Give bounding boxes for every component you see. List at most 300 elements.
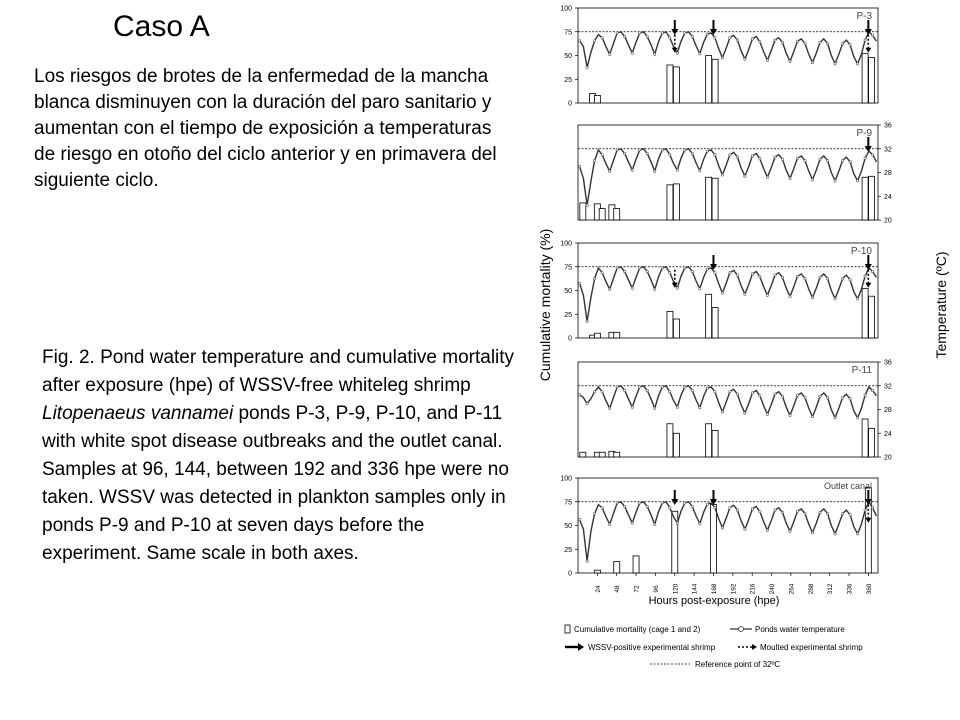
y-tick-label: 50 xyxy=(564,53,572,60)
temperature-point xyxy=(744,293,746,295)
temperature-point xyxy=(819,276,821,278)
temperature-point xyxy=(856,298,858,300)
temperature-point xyxy=(691,152,693,154)
temperature-point xyxy=(796,394,798,396)
temperature-point xyxy=(804,159,806,161)
legend xyxy=(565,625,863,669)
mortality-bar xyxy=(667,311,673,338)
temperature-point xyxy=(804,396,806,398)
temperature-point xyxy=(691,270,693,272)
temperature-point xyxy=(699,53,701,55)
temperature-point xyxy=(744,528,746,530)
temperature-point xyxy=(706,387,708,389)
temperature-point xyxy=(789,177,791,179)
mortality-bar xyxy=(862,419,868,457)
temperature-point xyxy=(654,53,656,55)
temperature-point xyxy=(736,274,738,276)
caption-species-name: Litopenaeus vannamei xyxy=(42,403,234,424)
temperature-point xyxy=(593,391,595,393)
mortality-bar xyxy=(667,185,673,220)
temperature-point xyxy=(646,152,648,154)
temperature-point xyxy=(676,406,678,408)
temperature-point xyxy=(766,59,768,61)
y-tick-label: 50 xyxy=(564,523,572,530)
temperature-point xyxy=(871,270,873,272)
temperature-point xyxy=(759,395,761,397)
temperature-point xyxy=(593,159,595,161)
y2-tick-label: 32 xyxy=(884,383,892,391)
temperature-point xyxy=(864,275,866,277)
mortality-bar xyxy=(712,430,718,457)
x-tick-label: 168 xyxy=(710,583,718,595)
temperature-point xyxy=(669,272,671,274)
temperature-point xyxy=(699,407,701,409)
mortality-bar xyxy=(673,319,679,338)
temperature-point xyxy=(601,37,603,39)
temperature-point xyxy=(849,44,851,46)
y-tick-label: 100 xyxy=(560,5,572,13)
y2-tick-label: 24 xyxy=(884,430,892,438)
temperature-point xyxy=(609,170,611,172)
caption-text-end: ponds P-3, P-9, P-10, and P-11 with white spot disease outbreaks and the outlet canal. Samples at 96, 144, between 192 and 336 hpe were no taken. WSSV was detected in plankton samples only in ponds P-9 and P-10 at seven days before the experiment. Same scale in both axes. xyxy=(42,403,509,564)
mortality-bar xyxy=(580,203,586,220)
mortality-bar xyxy=(712,59,718,103)
mortality-bar xyxy=(862,54,868,103)
temperature-point xyxy=(639,32,641,34)
mortality-bar xyxy=(673,184,679,220)
temperature-point xyxy=(864,157,866,159)
y-tick-label: 75 xyxy=(564,264,572,272)
temperature-point xyxy=(811,531,813,533)
temperature-point xyxy=(796,157,798,159)
temperature-point xyxy=(661,32,663,34)
temperature-point xyxy=(721,292,723,294)
mortality-bar xyxy=(614,562,620,573)
temperature-point xyxy=(676,52,678,54)
legend-positive-head xyxy=(578,643,584,651)
temperature-point xyxy=(729,391,731,393)
temperature-point xyxy=(586,204,588,206)
x-tick-label: 96 xyxy=(652,585,660,593)
y-tick-label: 0 xyxy=(568,335,572,343)
temperature-point xyxy=(841,159,843,161)
temperature-point xyxy=(864,394,866,396)
y-tick-label: 50 xyxy=(564,288,572,295)
temperature-point xyxy=(819,158,821,160)
temperature-point xyxy=(684,502,686,504)
temperature-point xyxy=(766,413,768,415)
temperature-point xyxy=(849,279,851,281)
y2-tick-label: 36 xyxy=(884,122,892,130)
temperature-point xyxy=(624,270,626,272)
temperature-point xyxy=(841,277,843,279)
temperature-point xyxy=(578,394,580,396)
legend-line-marker xyxy=(739,627,744,632)
panel-4 xyxy=(560,476,878,595)
temperature-point xyxy=(601,154,603,156)
panel-label: P-9 xyxy=(856,128,872,139)
x-tick-label: 336 xyxy=(846,583,854,595)
panel-2 xyxy=(560,241,878,343)
temperature-point xyxy=(834,533,836,535)
temperature-point xyxy=(676,169,678,171)
mortality-bar xyxy=(599,452,605,457)
slide-title: Caso A xyxy=(113,10,210,43)
temperature-point xyxy=(586,402,588,404)
temperature-point xyxy=(714,391,716,393)
temperature-point xyxy=(774,156,776,158)
mortality-bar xyxy=(614,209,620,220)
mortality-bar xyxy=(862,177,868,220)
panel-1 xyxy=(578,123,892,225)
temperature-point xyxy=(729,507,731,509)
panel-label: Outlet canal xyxy=(823,481,872,491)
mortality-temperature-figure xyxy=(530,0,960,720)
temperature-point xyxy=(834,63,836,65)
temperature-point xyxy=(804,277,806,279)
temperature-point xyxy=(624,35,626,37)
panel-frame xyxy=(578,8,878,103)
temperature-point xyxy=(624,505,626,507)
temperature-point xyxy=(744,58,746,60)
mortality-bar xyxy=(862,289,868,338)
temperature-line xyxy=(580,267,877,322)
temperature-point xyxy=(736,156,738,158)
temperature-point xyxy=(691,389,693,391)
temperature-point xyxy=(661,386,663,388)
y-axis-right-label: Temperature (ºC) xyxy=(933,251,949,359)
temperature-point xyxy=(826,42,828,44)
temperature-point xyxy=(841,512,843,514)
temperature-point xyxy=(796,40,798,42)
temperature-point xyxy=(646,505,648,507)
temperature-point xyxy=(669,391,671,393)
temperature-point xyxy=(774,393,776,395)
temperature-point xyxy=(871,507,873,509)
temperature-point xyxy=(609,523,611,525)
temperature-point xyxy=(819,41,821,43)
temperature-point xyxy=(684,267,686,269)
x-tick-label: 24 xyxy=(594,585,602,593)
temperature-point xyxy=(631,52,633,54)
temperature-point xyxy=(699,288,701,290)
temperature-point xyxy=(593,277,595,279)
mortality-bar xyxy=(580,452,586,457)
temperature-point xyxy=(796,275,798,277)
temperature-point xyxy=(744,175,746,177)
legend-positive-label: WSSV-positive experimental shrimp xyxy=(588,643,716,652)
temperature-point xyxy=(819,395,821,397)
temperature-point xyxy=(759,276,761,278)
temperature-point xyxy=(691,505,693,507)
temperature-point xyxy=(601,507,603,509)
temperature-point xyxy=(774,509,776,511)
y2-tick-label: 24 xyxy=(884,193,892,201)
mortality-bar xyxy=(594,95,600,103)
mortality-bar xyxy=(706,177,712,220)
temperature-point xyxy=(751,508,753,510)
legend-moulted-head xyxy=(752,644,757,650)
y2-tick-label: 28 xyxy=(884,407,892,414)
temperature-point xyxy=(841,42,843,44)
temperature-point xyxy=(706,268,708,270)
temperature-point xyxy=(714,37,716,39)
temperature-point xyxy=(796,510,798,512)
legend-bar-swatch xyxy=(565,625,570,633)
temperature-point xyxy=(654,170,656,172)
moulted-arrow-head xyxy=(865,48,871,53)
mortality-bar xyxy=(869,57,875,103)
temperature-point xyxy=(811,178,813,180)
temperature-point xyxy=(781,276,783,278)
panel-frame xyxy=(578,362,878,457)
temperature-point xyxy=(639,502,641,504)
mortality-bar xyxy=(614,332,620,338)
mortality-bar xyxy=(673,67,679,103)
temperature-point xyxy=(676,522,678,524)
temperature-point xyxy=(684,386,686,388)
temperature-point xyxy=(706,33,708,35)
moulted-arrow-head xyxy=(865,283,871,288)
mortality-bar xyxy=(673,433,679,457)
temperature-point xyxy=(586,66,588,68)
temperature-point xyxy=(766,294,768,296)
temperature-point xyxy=(714,507,716,509)
temperature-point xyxy=(766,529,768,531)
temperature-point xyxy=(721,527,723,529)
temperature-point xyxy=(684,149,686,151)
temperature-point xyxy=(654,288,656,290)
y-tick-label: 100 xyxy=(560,240,572,248)
temperature-point xyxy=(871,154,873,156)
temperature-point xyxy=(864,39,866,41)
y-tick-label: 25 xyxy=(564,311,572,319)
panel-label: P-11 xyxy=(851,365,872,376)
temperature-point xyxy=(593,512,595,514)
temperature-point xyxy=(834,180,836,182)
mortality-bar xyxy=(667,424,673,457)
temperature-point xyxy=(826,159,828,161)
legend-line-label: Ponds water temperature xyxy=(755,625,845,634)
temperature-point xyxy=(751,38,753,40)
temperature-point xyxy=(631,406,633,408)
temperature-point xyxy=(586,320,588,322)
temperature-point xyxy=(669,37,671,39)
temperature-point xyxy=(578,518,580,520)
temperature-point xyxy=(811,296,813,298)
panel-0 xyxy=(560,6,878,108)
temperature-point xyxy=(578,40,580,42)
temperature-point xyxy=(706,503,708,505)
temperature-point xyxy=(601,272,603,274)
temperature-point xyxy=(578,282,580,284)
temperature-point xyxy=(616,267,618,269)
temperature-point xyxy=(849,398,851,400)
mortality-bar xyxy=(633,556,639,573)
temperature-point xyxy=(781,511,783,513)
legend-bar-label: Cumulative mortality (cage 1 and 2) xyxy=(574,625,701,634)
temperature-point xyxy=(849,514,851,516)
temperature-point xyxy=(871,389,873,391)
temperature-point xyxy=(811,61,813,63)
temperature-point xyxy=(804,42,806,44)
y2-tick-label: 20 xyxy=(884,454,892,462)
mortality-bar xyxy=(672,511,678,573)
temperature-point xyxy=(736,393,738,395)
mortality-bar xyxy=(710,505,716,573)
y2-tick-label: 20 xyxy=(884,217,892,225)
temperature-point xyxy=(729,154,731,156)
temperature-point xyxy=(624,152,626,154)
temperature-point xyxy=(759,41,761,43)
temperature-point xyxy=(661,502,663,504)
y-tick-label: 25 xyxy=(564,546,572,554)
temperature-point xyxy=(616,32,618,34)
temperature-point xyxy=(593,40,595,42)
temperature-point xyxy=(609,288,611,290)
mortality-bar xyxy=(869,176,875,220)
temperature-point xyxy=(744,412,746,414)
temperature-point xyxy=(609,407,611,409)
temperature-point xyxy=(789,60,791,62)
temperature-point xyxy=(774,39,776,41)
y-tick-label: 25 xyxy=(564,76,572,84)
mortality-bar xyxy=(706,294,712,338)
temperature-point xyxy=(736,39,738,41)
y-tick-label: 100 xyxy=(560,475,572,483)
x-tick-label: 288 xyxy=(807,583,815,595)
panel-frame xyxy=(578,478,878,573)
panel-frame xyxy=(578,125,878,220)
temperature-point xyxy=(789,295,791,297)
y-tick-label: 0 xyxy=(568,100,572,108)
temperature-point xyxy=(789,530,791,532)
temperature-point xyxy=(871,34,873,36)
temperature-point xyxy=(856,180,858,182)
panel-frame xyxy=(578,243,878,338)
temperature-point xyxy=(699,170,701,172)
x-tick-label: 120 xyxy=(672,583,680,595)
panel-label: P-10 xyxy=(850,246,872,257)
temperature-point xyxy=(729,272,731,274)
temperature-point xyxy=(654,523,656,525)
x-tick-label: 192 xyxy=(730,583,738,595)
x-tick-label: 312 xyxy=(827,583,835,595)
mortality-bar xyxy=(594,570,600,573)
temperature-point xyxy=(721,174,723,176)
temperature-point xyxy=(834,417,836,419)
x-tick-label: 264 xyxy=(788,583,796,595)
x-tick-label: 360 xyxy=(865,583,873,595)
temperature-point xyxy=(631,287,633,289)
temperature-point xyxy=(616,149,618,151)
legend-reference-label: Reference point of 32ºC xyxy=(695,660,781,669)
temperature-point xyxy=(586,560,588,562)
temperature-point xyxy=(834,298,836,300)
mortality-bar xyxy=(869,296,875,338)
temperature-point xyxy=(609,53,611,55)
mortality-bar xyxy=(869,429,875,458)
temperature-point xyxy=(856,533,858,535)
temperature-point xyxy=(826,277,828,279)
y-tick-label: 75 xyxy=(564,29,572,37)
temperature-point xyxy=(751,273,753,275)
temperature-point xyxy=(661,149,663,151)
temperature-point xyxy=(804,512,806,514)
x-tick-label: 72 xyxy=(633,585,641,593)
temperature-point xyxy=(849,161,851,163)
mortality-bar xyxy=(706,424,712,457)
temperature-point xyxy=(691,35,693,37)
panel-3 xyxy=(578,360,892,462)
y2-tick-label: 32 xyxy=(884,146,892,154)
panel-label: P-3 xyxy=(856,11,872,22)
figure-caption xyxy=(42,344,522,568)
temperature-point xyxy=(639,386,641,388)
legend-moulted-label: Moulted experimental shrimp xyxy=(760,643,863,652)
temperature-point xyxy=(639,149,641,151)
temperature-point xyxy=(616,502,618,504)
temperature-point xyxy=(729,37,731,39)
temperature-point xyxy=(624,389,626,391)
temperature-point xyxy=(578,165,580,167)
temperature-point xyxy=(676,287,678,289)
intro-paragraph: Los riesgos de brotes de la enfermedad de la mancha blanca disminuyen con la duración del paro sanitario y aumentan con el tiempo de exposición a temperaturas de riesgo en otoño del ciclo anterior y en primavera del siguiente ciclo. xyxy=(34,66,497,191)
temperature-point xyxy=(646,270,648,272)
temperature-point xyxy=(819,511,821,513)
mortality-bar xyxy=(712,178,718,220)
mortality-bar xyxy=(594,333,600,338)
x-tick-label: 48 xyxy=(614,585,622,593)
mortality-bar xyxy=(667,65,673,103)
temperature-point xyxy=(781,41,783,43)
mortality-bar xyxy=(599,209,605,220)
temperature-point xyxy=(864,509,866,511)
temperature-point xyxy=(856,417,858,419)
temperature-point xyxy=(774,274,776,276)
temperature-point xyxy=(736,509,738,511)
temperature-point xyxy=(684,32,686,34)
temperature-point xyxy=(781,158,783,160)
y2-tick-label: 36 xyxy=(884,359,892,367)
temperature-point xyxy=(654,407,656,409)
temperature-point xyxy=(856,63,858,65)
temperature-point xyxy=(646,35,648,37)
temperature-point xyxy=(601,391,603,393)
temperature-point xyxy=(766,176,768,178)
temperature-point xyxy=(631,522,633,524)
temperature-point xyxy=(669,154,671,156)
mortality-bar xyxy=(706,56,712,104)
temperature-point xyxy=(759,158,761,160)
temperature-line xyxy=(580,502,877,561)
temperature-point xyxy=(841,396,843,398)
y2-tick-label: 28 xyxy=(884,170,892,177)
mortality-bar xyxy=(614,452,620,457)
temperature-point xyxy=(616,386,618,388)
mortality-bar xyxy=(712,308,718,338)
temperature-point xyxy=(826,512,828,514)
temperature-point xyxy=(759,511,761,513)
temperature-point xyxy=(751,392,753,394)
temperature-point xyxy=(631,169,633,171)
temperature-point xyxy=(721,57,723,59)
x-tick-label: 144 xyxy=(691,583,699,595)
temperature-point xyxy=(781,395,783,397)
temperature-point xyxy=(714,154,716,156)
x-tick-label: 240 xyxy=(769,583,777,595)
temperature-point xyxy=(714,272,716,274)
